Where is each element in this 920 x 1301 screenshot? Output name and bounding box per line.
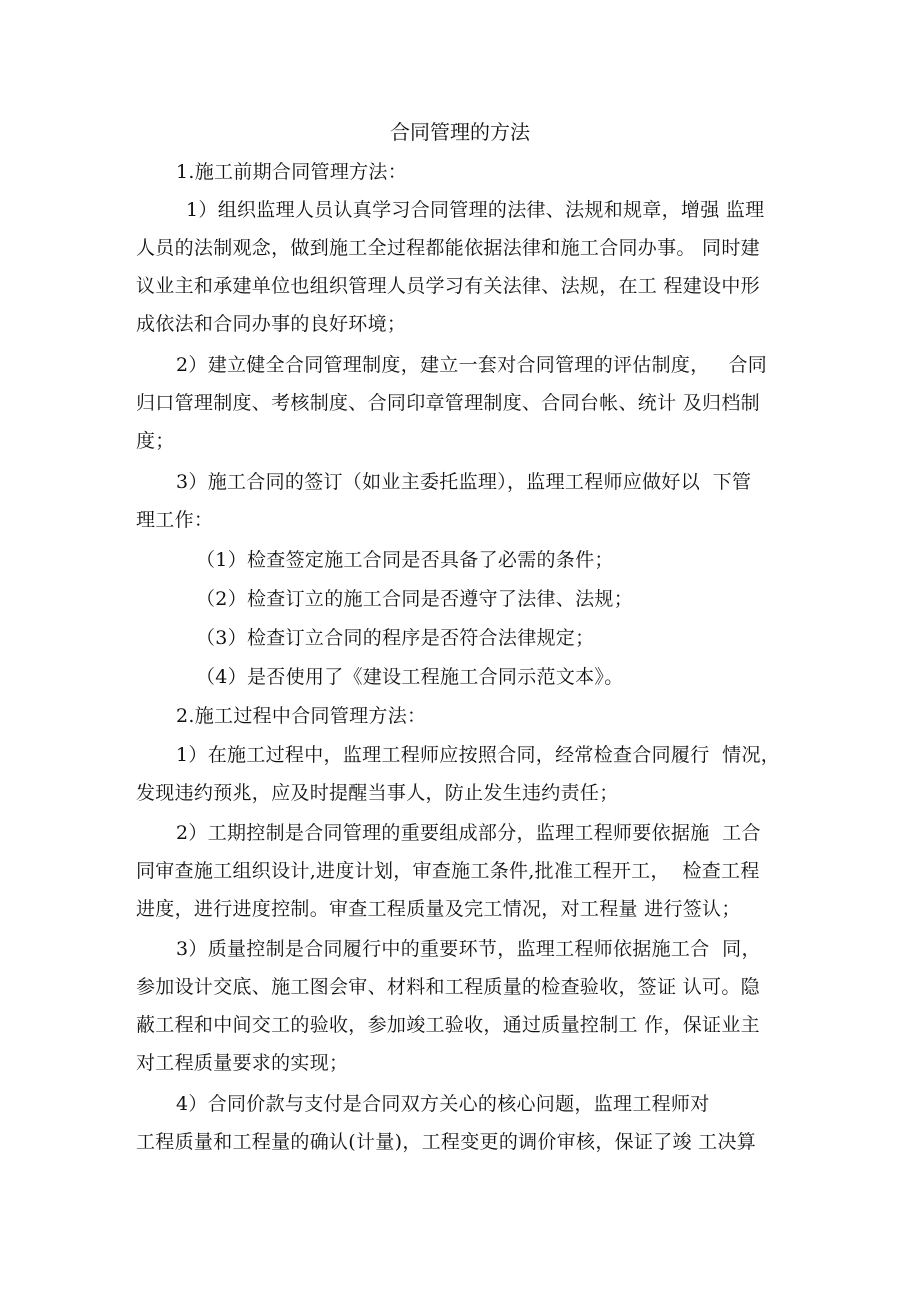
document-title: 合同管理的方法: [390, 120, 530, 144]
paragraph-line: 对工程质量要求的实现；: [136, 1052, 349, 1074]
paragraph-line: 蔽工程和中间交工的验收，参加竣工验收，通过质量控制工 作，保证业主: [136, 1014, 760, 1036]
section-heading-1: 1.施工前期合同管理方法：: [176, 161, 408, 183]
paragraph-line: 2）工期控制是合同管理的重要组成部分，监理工程师要依据施 工合: [176, 822, 761, 844]
paragraph-line: 工程质量和工程量的确认(计量)，工程变更的调价审核，保证了竣 工决算: [136, 1131, 757, 1153]
paragraph-line: 发现违约预兆，应及时提醒当事人，防止发生违约责任；: [136, 782, 619, 804]
paragraph-line: 2）建立健全合同管理制度，建立一套对合同管理的评估制度， 合同: [176, 354, 768, 376]
paragraph-line: 议业主和承建单位也组织管理人员学习有关法律、法规，在工 程建设中形: [136, 275, 760, 297]
paragraph-line: 参加设计交底、施工图会审、材料和工程质量的检查验收，签证 认可。隐: [136, 976, 760, 998]
list-item: （2）检查订立的施工合同是否遵守了法律、法规；: [196, 588, 633, 610]
paragraph-line: 归口管理制度、考核制度、合同印章管理制度、合同台帐、统计 及归档制: [136, 392, 760, 414]
section-heading-2: 2.施工过程中合同管理方法：: [176, 705, 427, 727]
list-item: （3）检查订立合同的程序是否符合法律规定；: [196, 627, 595, 649]
paragraph-line: 1）组织监理人员认真学习合同管理的法律、法规和规章，增强 监理: [186, 199, 765, 221]
paragraph-line: 3）施工合同的签订（如业主委托监理），监理工程师应做好以 下管: [176, 471, 752, 493]
paragraph-line: 成依法和合同办事的良好环境；: [136, 313, 407, 335]
paragraph-line: 理工作：: [136, 509, 214, 531]
paragraph-line: 3）质量控制是合同履行中的重要环节，监理工程师依据施工合 同，: [176, 938, 761, 960]
list-item: （4）是否使用了《建设工程施工合同示范文本》。: [196, 666, 624, 688]
paragraph-line: 人员的法制观念，做到施工全过程都能依据法律和施工合同办事。 同时建: [136, 237, 760, 259]
paragraph-line: 进度，进行进度控制。审查工程质量及完工情况，对工程量 进行签认；: [136, 898, 741, 920]
paragraph-line: 同审查施工组织设计,进度计划，审查施工条件,批准工程开工， 检查工程: [136, 860, 760, 882]
paragraph-line: 4）合同价款与支付是合同双方关心的核心问题，监理工程师对: [176, 1093, 710, 1115]
paragraph-line: 度；: [136, 430, 175, 452]
list-item: （1）检查签定施工合同是否具备了必需的条件；: [196, 549, 614, 571]
paragraph-line: 1）在施工过程中，监理工程师应按照合同，经常检查合同履行 情况，: [176, 744, 781, 766]
